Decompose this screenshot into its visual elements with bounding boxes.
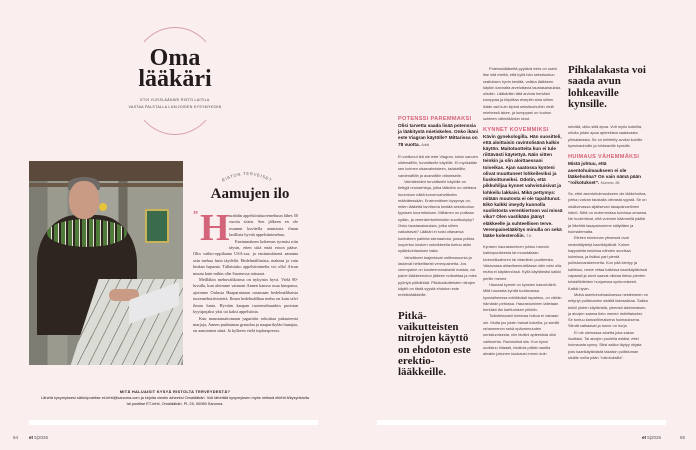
paragraph: Elinten toiminnan ytimessä ovat nesteätäytetyt kaarikäytävät. Kolme kappaletta toisiinsa nähden suorissa kulmissa, ja lisäksi pari pientä pullistumarakennetta. Kun pää kiertyy ja kallistuu, neste virtaa kaikissa kaarikäytävissä vapaasti ja aivot saavat oikeaa tietoa pienten kristallikiteiden huojuessa synkronisesti. Kaikki hyvin.	[568, 235, 647, 291]
author-photo	[29, 161, 183, 365]
quote-mark: ”	[193, 210, 198, 221]
qa-answer	[483, 244, 563, 357]
paragraph: Kun maustamattomaan jugurttiin sekoittaa pakasteesta marjoja, Annen paahtamaa granolaa ja naapurikylän hunajaa, on aamiainen siinä. Ja kylkeen vielä tuplaespresso.	[193, 315, 298, 334]
issue-number: 5|2026	[34, 435, 48, 440]
greeting-headline: Aamujen ilo	[210, 186, 290, 202]
qa-answer	[568, 191, 648, 361]
paragraph: Hauraat kynnet on kynsien kasvuhäiriö. Mitä haurasta kynttä tuottavassa kynsialheessa edeltävästi tapahtuu, on vähän hämärän peitossa. Haurastuminen laitetaan herkästi iän karttumisen piikkiin.	[483, 281, 562, 313]
qa-answer-continued	[483, 66, 563, 123]
issue-left	[29, 435, 48, 440]
page-number-right: 65	[680, 435, 686, 440]
qa-dizziness	[568, 65, 648, 361]
qa-potency	[398, 116, 478, 378]
paragraph: Ei ole olemassa ainetta joka sakan liuottaisi. Tai aivojen puolella estäisi, ettei huimausta synny. Siksi sakka täytyy ohjata pois kaarikäytävästä takaisin pullistuman sisälle noilla pään “roikotuksilla”.	[568, 329, 642, 360]
qa-heading: HUIMAUS VÄHEMMÄKSI	[568, 154, 640, 161]
subtitle-line: VASTAA PALSTALLA LUKIJOIDEN KYSYMYKSIIN	[128, 104, 222, 109]
qa-signature: Arkki	[421, 142, 430, 147]
drop-cap-block	[193, 207, 230, 249]
kicker-arc	[217, 165, 277, 185]
qa-answer	[398, 154, 478, 299]
magazine-name: et	[642, 435, 647, 440]
issue-right	[642, 435, 661, 440]
contact-title: MITÄ HALUAISIT KYSYÄ RISTOLTA TERVEYDESTÄ?	[119, 389, 231, 394]
issue-number: 5|2026	[647, 435, 661, 440]
divider	[29, 420, 318, 425]
qa-signature: T.K.	[526, 233, 533, 238]
column-subtitle	[95, 97, 255, 110]
page-number-left: 64	[13, 435, 19, 440]
question-text: Kävin gynekologilla. Hän suositteli, että aloittaisin ravintolisänä kalkin käytön. Maitotuotteita kun ei tule riittävästi käytettyä. Näin sitten teinkin ja olin aloittaessani toiveikas. Ajan saatossa kynteni olivat muuttuneet lohkeileviksi ja liuskoittuneiksi. Odotin, että pikkuhiljaa kynnet vahvistuisivat ja lohkeilu lakkaisi. Mikä pettymys: mitään muutosta ei ole tapahtunut. Eikö kalkki imeydy kunnolla suolistosta verenkiertoon vai missä vika? Olen vastikään jäänyt eläkkeelle ja suhteellisen terve. Verenpainelääkitys minulla on sekä lääke kolesteroliin.	[483, 133, 563, 238]
paragraph: Todistetavasti toimivaa hoitoa ei vaivaan ole. Mutta jos jotain haluat kokeilla, ja siedät rahanmenon sekä epävarmuuden onnistumisesta, niin biotiini apteekista olisi vaihtoehto. Ravintolisä siis. Kun kynsi uudistuu hitaasti, biotiinia pitäisi nauttia ainakin jokunen kuukausi ennen kuin	[483, 313, 559, 357]
contact-text: Lähetä kysymyksesi sähköpostitse et-lehti@sanoma.com ja kirjoita viestin aiheeksi Omalääkäri. Voit lähettää kysymyksen myös netissä etlehti.fi/kysyristolta tai postitse ET-lehti, Omalääkäri, PL 25, 00089 Sanoma.	[41, 394, 309, 406]
greeting-body	[193, 207, 298, 335]
qa-question	[483, 134, 563, 239]
qa-heading: POTENSSI PAREMMAKSI	[398, 116, 472, 122]
paragraph: Ei varttunut ikä ole este Viagran, toisin sanoen sildenafiilin, turvalliselle käytölle. Ei myöskään sen kolmen sisarvalmisteen, tadalafiilin, vardenafiilin ja avanafiilin ottamiselle.	[398, 153, 478, 178]
qa-heading: KYNNET KOVEMMIKSI	[483, 126, 549, 133]
paragraph: Kynsien haurastuminen johtuu harvoin kalkinpuutteesta tai muustakaan kivennäisaineen tai vitamiinin puutteesta. Vakavassa aliravitsemustilassa näin voisi olla, mutta ei käytännössä. Kyllä käyttämäsi kalkki perille menee.	[483, 244, 563, 281]
paragraph: urahdin appelsiinituoremehuun lähes 50 vuotta sitten. Sen jälkeen en ole osannut kuvitella aamiaista ilman lasillista hyvää appelsiinimehua.	[229, 213, 298, 238]
drop-cap: H	[200, 207, 230, 249]
column-title	[100, 45, 250, 92]
subtitle-line: ET:N YLEISLÄÄKÄRI RISTO LAITILA	[140, 98, 210, 102]
paragraph: Valmisteiden turvalliselle käytölle on tiettyjä reunaehtoja, jotka lääkärin on otettava huomioon näitä korvenvahvikkeita määrätessään. Ensimmäinen kysymys on, miten lääkettä tarvitseva kestää seksitouhun fyysisen kuormituksen. Millainen on potilaan sydän- ja verenkiertoelimistön suorituskyky? Onko taustasairauksia, jotka siihen vaikuttavat? Lääkäri ei soisi ottavansa kontolleen pahinta skenaariota, jossa potilas luupertuu kesken vahvikkeella tuetun aktin sydänkohtauksen takia.	[398, 179, 477, 254]
magazine-name: et	[29, 435, 34, 440]
pull-quote: Pitkä-vaikutteisten nitrojen käyttö on ehdoton este erektio-lääkkeille.	[398, 309, 471, 379]
paragraph: Mutta asentohuimauksessa nesteeseen on eritynyt pullistumien sisältä kidesakkaa. Sakka tukkii yhden käytävistä, yleensä takimmaisen, ja aivojen saama tieto menee ristiriitaiseksi. Se tuntuu karusellimaisena huimauksena. Silmät vatkaavat ja tunne on hurja.	[568, 291, 648, 329]
paragraph: selviää, oliko siitä apua. Voit myös kokeilla, olisiko jotain apua apteekista saatavasta pihkalakasta. Se on kehitetty avuksi kuiville kynsinauhoille ja lohkeaville kynsille.	[568, 124, 643, 149]
question-text: Olisi tarvetta saada lisää potenssia ja lääkitystä mietiskelen. Onko ikäni este Viagran käytölle? Mittarissa on 78 vuotta.	[398, 123, 478, 147]
qa-answer-continued	[568, 124, 648, 149]
svg-text:RISTON TERVEISET	[221, 171, 273, 183]
paragraph: Vahvikkeet laajentavat valtimosuonia ja laskevat hetkellisesti verenpainetta. Jos verenpaine on luonteenomaisesti matala, voi paine lääkkeenoton jälkeen notkahtaa ja mies pyörtyä pötkähtää. Pitkävaikutteisten nitrojen käyttö on tästä syystä ehdoton este erektiolääkkeille.	[398, 254, 477, 298]
qa-nails	[483, 66, 563, 357]
contact-box	[40, 389, 310, 406]
qa-signature: Mummo, 85	[600, 180, 620, 185]
kicker-text: RISTON TERVEISET	[220, 170, 274, 183]
title-line: Oma	[149, 45, 201, 71]
qa-question	[398, 123, 478, 148]
paragraph: Se, ettei asentohuimaukseen ole lääkehoitoa, johtuu vaivan taustalla olevasta syystä. Se on sisäkorvassa sijaitsevan tasapainoelimen häiriö. Niitä on molemmissa korvissa omansa. Ne huolehtivat, että voimme käännellä päätä ja liikehtiä tasapainomme säilyttäen ja huimailematta.	[568, 191, 648, 234]
pull-quote: Pihkalakasta voi saada avun lohkeaville kynsille.	[568, 64, 646, 110]
divider	[377, 420, 666, 425]
question-text: Mistä johtuu, että asentohuimaukseen ei ole lääkehoitoa? On vain nämä pään “roikotukset”.	[568, 161, 641, 185]
qa-question	[568, 161, 648, 186]
paragraph: Meilläkin mehuvalikoima on nykyisin hyvä. Vielä 80-luvulla, kun aloimme vaimoni Annen kanssa asua kimpassa, ajoimme Oulusta Haaparantaan ostamaan hedelmälihaisia tuoremehutiivisteitä. Ilman hedelmälihaa mehu on kuin talvi ilman lunta. Hyvään kaupan tuoremehuunkin puristan kyytipojaksi yksi tai kaksi appelsiinia.	[193, 277, 298, 315]
title-line: lääkäri	[138, 66, 212, 92]
paragraph: Ensimmäinen kokemus tyrmäsi niin täysin, etten siitä enää eroon pääse. Olin vaihto-oppilaana USA:ssa, ja ensimmäisenä aamuna sain mehua lasin täydeltä. Hedelmälihaista, makeaa ja vain hiukan hapanta. Tällaistako appelsiinimehu voi olla! Aivan muuta kuin mihin olin Suomessa tottunut.	[193, 238, 298, 276]
paragraph: Potenssilääkettä pyytävä mies on usein itse sitä mieltä, että kyllä hän seksitouhun rasituksen hyvin kestää, vaikka lääkkeen käytön kannalta arveluttavia taustasairauksia olisikin. Lääkärikin tätä arviota herkästi komppaa ja kirjoittaa reseptin aina siihen ikään asti kuin kipinä seksitouhuihin vielä miehessä iskee, ja kumppani on touhun suhteen vähintäänkin sinut.	[483, 66, 561, 122]
